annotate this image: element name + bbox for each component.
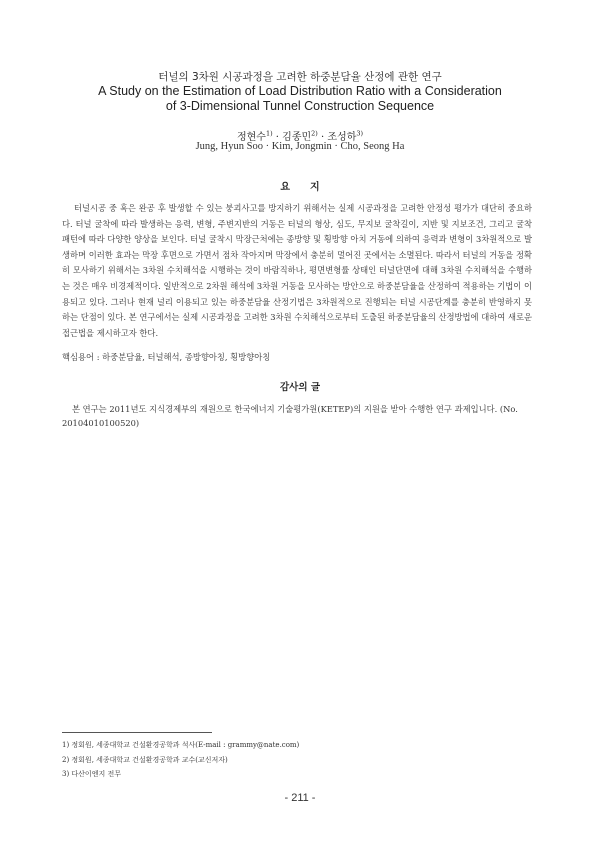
- author-1-name: 정현수: [236, 132, 266, 143]
- acknowledgment-text: 본 연구는 2011년도 지식경제부의 재원으로 한국에너지 기술평가원(KETEP)의 지원을 받아 수행한 연구 과제입니다. (No. 20104010100520): [62, 404, 518, 428]
- title-korean: 터널의 3차원 시공과정을 고려한 하중분담율 산정에 관한 연구: [158, 71, 442, 83]
- author-2-name: 김종민: [282, 132, 312, 143]
- title-english-line-2: of 3-Dimensional Tunnel Construction Sequence: [165, 98, 435, 113]
- footnote-3: 3) 다산이엔지 전무: [62, 770, 121, 778]
- keywords: 핵심용어 : 하중분담율, 터널해석, 종방향아칭, 횡방향아칭: [62, 352, 271, 362]
- title-english: [0, 84, 600, 113]
- title-english-line-1: A Study on the Estimation of Load Distribution Ratio with a Consideration: [98, 84, 502, 98]
- abstract-text: 터널시공 중 혹은 완공 후 발생할 수 있는 붕괴사고를 방지하기 위해서는 실제 시공과정을 고려한 안정성 평가가 대단히 중요하다. 터널 굴착에 따라 발생하는 응력, 변형, 주변지반의 거동은 터널의 형상, 심도, 무지보 굴착길이, 지반 및 지보조건, 그리고 굴착패턴에 따라 다양한 양상을 보인다. 터널 굴착시 막장근처에는 종방향 및 횡방향 아치 거동에 의하여 응력과 변형이 3차원적으로 발생하며 이러한 효과는 막장 후면으로 가면서 점차 작아지며 막장에서 충분히 멀어진 곳에서는 소멸된다. 따라서 터널의 거동을 정확히 모사하기 위해서는 3차원 수치해석을 시행하는 것이 바람직하나, 평면변형률 상태인 터널단면에 대해 3차원 수치해석을 수행하는 것은 매우 비경제적이다. 일반적으로 2차원 해석에 3차원 거동을 모사하는 방안으로 하중분담율을 산정하여 적용하는 기법이 이용되고 있다. 그러나 현재 널리 이용되고 있는 하중분담율 산정기법은 3차원적으로 진행되는 터널 시공단계를 충분히 반영하지 못하는 단점이 있다. 본 연구에서는 실제 시공과정을 고려한 3차원 수치해석으로부터 도출된 하중분담율의 산정방법에 대하여 새로운 접근법을 제시하고자 한다.: [62, 203, 532, 338]
- page-number: - 211 -: [284, 792, 316, 804]
- footnote-2: 2) 정회원, 세종대학교 건설환경공학과 교수(교신저자): [62, 755, 228, 764]
- footnote-divider: [62, 732, 212, 733]
- footnotes: [62, 738, 532, 782]
- footnote-1: 1) 정회원, 세종대학교 건설환경공학과 석사(E-mail : grammy@nate.com): [62, 741, 300, 749]
- author-2-mark: 2): [311, 129, 318, 138]
- abstract-heading: 요지: [280, 182, 340, 193]
- acknowledgment-heading: 감사의 글: [279, 382, 320, 393]
- authors-english: Jung, Hyun Soo · Kim, Jongmin · Cho, Seong Ha: [195, 141, 405, 152]
- author-3-name: 조성하: [327, 132, 357, 143]
- author-1-mark: 1): [265, 129, 273, 138]
- author-separator: ·: [275, 132, 279, 143]
- author-separator: ·: [321, 132, 325, 143]
- author-3-mark: 3): [356, 129, 364, 138]
